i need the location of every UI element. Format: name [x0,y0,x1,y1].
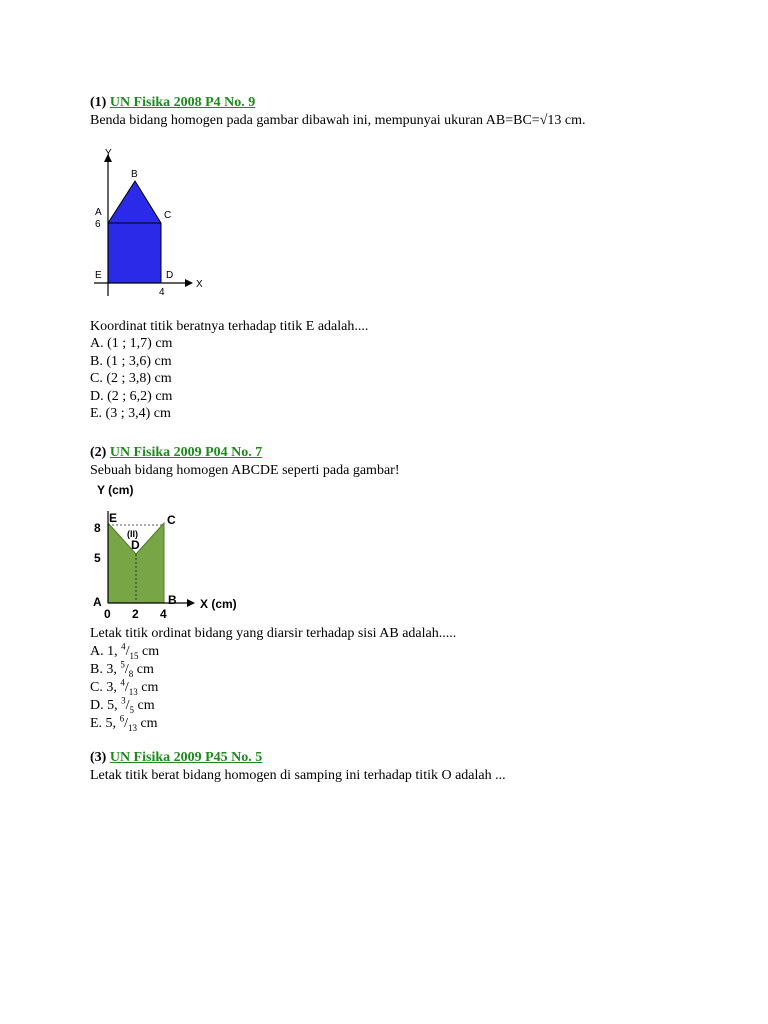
q2-region-label: (II) [127,529,138,539]
q1-figure [88,146,218,302]
q2-option-d: D. 5, $^3/_5$ cm [90,695,155,715]
q1-number: (1) [90,95,107,110]
q2-figure [88,478,258,622]
q1-tick-x: 4 [159,287,165,298]
q1-option-a: A. (1 ; 1,7) cm [90,336,173,351]
q2-option-a-prefix: A. 1, [90,644,122,659]
q2-intro: Sebuah bidang homogen ABCDE seperti pada gambar! [90,463,400,478]
q2-label-c: C [167,513,176,527]
q3-number: (3) [90,750,107,765]
q2-option-d-denominator: 5 [129,704,135,715]
q2-source-link[interactable]: UN Fisika 2009 P04 No. 7 [109,445,263,460]
q1-label-d: D [166,270,174,281]
q2-option-b-unit: cm [133,662,154,677]
q2-option-c-unit: cm [137,680,159,695]
q1-intro: Benda bidang homogen pada gambar dibawah ini, mempunyai ukuran AB=BC=√13 cm. [90,113,586,128]
q2-option-c-numerator: 4 [120,677,125,688]
q2-label-b: B [168,593,177,607]
q2-tick-y-5: 5 [94,551,101,565]
q1-tick-y: 6 [95,219,101,230]
q1-y-label: Y [105,148,112,159]
q2-option-b-numerator: 5 [120,659,125,670]
q1-option-d: D. (2 ; 6,2) cm [90,389,173,404]
q1-shape [108,181,161,283]
q1-option-b: B. (1 ; 3,6) cm [90,354,172,369]
q2-option-a-denominator: 15 [129,650,139,661]
q2-label-a: A [93,595,102,609]
q1-question: Koordinat titik beratnya terhadap titik E adalah.... [90,319,369,334]
q2-y-label: Y (cm) [97,483,134,497]
q1-heading [90,94,255,111]
q2-option-c: C. 3, $^4/_{13}$ cm [90,677,159,697]
q2-option-b: B. 3, $^5/_8$ cm [90,659,154,679]
q2-heading [90,444,262,461]
q2-option-e-unit: cm [136,716,158,731]
q2-tick-x-4: 4 [160,607,167,621]
q2-option-e: E. 5, $^6/_{13}$ cm [90,713,158,733]
q1-label-c: C [164,210,172,221]
q2-option-b-denominator: 8 [128,668,134,679]
q1-label-a: A [95,207,102,218]
q3-source-link[interactable]: UN Fisika 2009 P45 No. 5 [109,750,263,765]
q2-option-d-unit: cm [134,698,155,713]
q2-option-e-denominator: 13 [127,722,137,733]
q2-option-e-prefix: E. 5, [90,716,120,731]
q2-option-c-denominator: 13 [128,686,138,697]
q2-option-a-numerator: 4 [121,641,126,652]
q2-question: Letak titik ordinat bidang yang diarsir terhadap sisi AB adalah..... [90,626,457,641]
q2-option-c-prefix: C. 3, [90,680,121,695]
q2-option-b-prefix: B. 3, [90,662,121,677]
q3-heading [90,749,262,766]
q2-tick-x-0: 0 [104,607,111,621]
q2-label-d: D [131,538,140,552]
q2-tick-y-8: 8 [94,521,101,535]
q1-option-c: C. (2 ; 3,8) cm [90,371,172,386]
q2-x-arrow-icon [187,599,195,607]
q1-source-link[interactable]: UN Fisika 2008 P4 No. 9 [109,95,256,110]
q1-x-label: X [196,279,203,290]
q2-x-label: X (cm) [200,597,237,611]
q2-label-e: E [109,511,118,525]
q1-label-b: B [131,169,138,180]
q1-option-e: E. (3 ; 3,4) cm [90,406,171,421]
q2-option-a-unit: cm [138,644,160,659]
q2-tick-x-2: 2 [132,607,139,621]
q2-option-e-numerator: 6 [119,713,125,724]
q2-number: (2) [90,445,107,460]
q3-intro: Letak titik berat bidang homogen di samping ini terhadap titik O adalah ... [90,768,506,783]
q1-label-e: E [95,270,102,281]
q2-option-d-prefix: D. 5, [90,698,122,713]
q2-option-d-numerator: 3 [121,695,126,706]
q1-x-arrow-icon [185,279,193,287]
q2-option-a: A. 1, $^4/_{15}$ cm [90,641,160,661]
